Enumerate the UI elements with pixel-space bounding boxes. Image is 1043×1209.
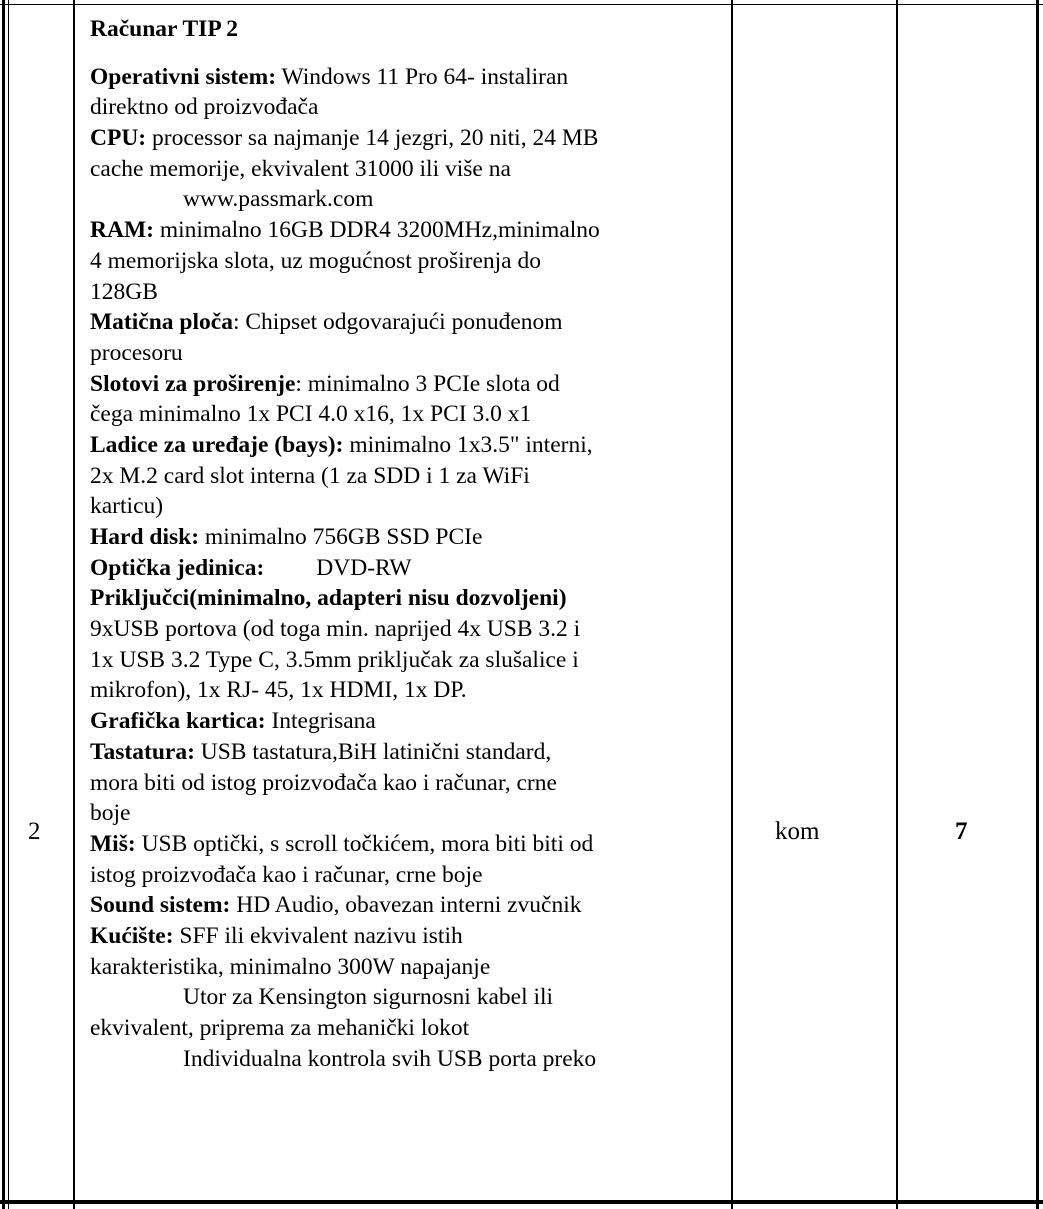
item-title: Računar TIP 2 bbox=[90, 16, 238, 42]
spec-line bbox=[90, 430, 720, 461]
spec-label: Grafička kartica: bbox=[90, 708, 266, 735]
table-border-left bbox=[2, 0, 5, 1209]
spec-text: mora biti od istog proizvođača kao i računar, crne bbox=[90, 769, 557, 796]
spec-text: karakteristika, minimalno 300W napajanje bbox=[90, 953, 491, 980]
spec-text: USB optički, s scroll točkićem, mora biti biti od bbox=[135, 830, 594, 857]
spec-text: USB tastatura,BiH latinični standard, bbox=[194, 738, 552, 765]
spec-line bbox=[90, 522, 720, 553]
spec-text: 9xUSB portova (od toga min. naprijed 4x USB 3.2 i bbox=[90, 616, 581, 643]
spec-text: SFF ili ekvivalent nazivu istih bbox=[173, 922, 463, 949]
spec-line bbox=[90, 675, 720, 706]
spec-line bbox=[90, 461, 720, 492]
spec-line bbox=[90, 645, 720, 676]
spec-line bbox=[90, 921, 720, 952]
spec-line bbox=[90, 1013, 720, 1044]
spec-label: Kućište: bbox=[90, 922, 174, 949]
spec-line bbox=[90, 706, 720, 737]
spec-text: HD Audio, obavezan interni zvučnik bbox=[230, 892, 582, 919]
spec-text: mikrofon), 1x RJ- 45, 1x HDMI, 1x DP. bbox=[90, 677, 467, 704]
column-divider-2 bbox=[731, 0, 733, 1209]
spec-line bbox=[90, 92, 720, 123]
spec-text: : minimalno 3 PCIe slota od bbox=[295, 370, 560, 397]
spec-lines bbox=[90, 62, 720, 1075]
spec-text: 128GB bbox=[90, 278, 158, 305]
quantity-cell: 7 bbox=[955, 818, 968, 845]
spec-line bbox=[90, 768, 720, 799]
spec-label: Optička jedinica: bbox=[90, 554, 265, 581]
spec-label: Sound sistem: bbox=[90, 892, 231, 919]
table-border-bottom bbox=[0, 1200, 1043, 1204]
column-divider-3 bbox=[896, 0, 898, 1209]
unit-cell: kom bbox=[775, 818, 820, 845]
spec-line bbox=[90, 1044, 720, 1075]
spec-line bbox=[90, 553, 720, 584]
spec-text: direktno od proizvođača bbox=[90, 94, 319, 121]
spec-line bbox=[90, 860, 720, 891]
spec-line bbox=[90, 123, 720, 154]
spec-line bbox=[90, 737, 720, 768]
spec-line bbox=[90, 62, 720, 93]
spec-line bbox=[90, 215, 720, 246]
row-number: 2 bbox=[28, 818, 41, 845]
spec-label: Operativni sistem: bbox=[90, 63, 277, 90]
description-cell bbox=[90, 14, 720, 1074]
spec-label: Hard disk: bbox=[90, 524, 200, 550]
spec-line bbox=[90, 154, 720, 185]
spec-line bbox=[90, 307, 720, 338]
spec-text: 4 memorijska slota, uz mogućnost proširenja do bbox=[90, 247, 541, 274]
spec-text: Integrisana bbox=[265, 708, 376, 735]
spec-label: Matična ploča bbox=[90, 309, 233, 336]
spec-text: minimalno 1x3.5" interni, bbox=[343, 431, 593, 458]
spec-label: Ladice za uređaje (bays): bbox=[90, 431, 344, 458]
table-border-right bbox=[1036, 0, 1039, 1209]
spec-line bbox=[90, 338, 720, 369]
spec-text: ekvivalent, priprema za mehanički lokot bbox=[90, 1015, 470, 1041]
spec-line bbox=[90, 491, 720, 522]
spec-text: 2x M.2 card slot interna (1 za SDD i 1 za WiFi bbox=[90, 462, 530, 489]
spec-label: Priključci(minimalno, adapteri nisu dozvoljeni) bbox=[90, 585, 567, 612]
spec-text: : Chipset odgovarajući ponuđenom bbox=[232, 309, 563, 336]
spec-text: čega minimalno 1x PCI 4.0 x16, 1x PCI 3.0 x1 bbox=[90, 401, 532, 428]
spec-line bbox=[90, 399, 720, 430]
spec-line bbox=[90, 982, 720, 1013]
spec-line bbox=[90, 246, 720, 277]
spec-label: Miš: bbox=[90, 830, 136, 857]
spec-text: procesoru bbox=[90, 339, 183, 366]
spec-line bbox=[90, 583, 720, 614]
spec-text: Utor za Kensington sigurnosni kabel ili bbox=[183, 984, 554, 1011]
spec-text: www.passmark.com bbox=[183, 186, 374, 213]
spec-line bbox=[90, 614, 720, 645]
spec-text: karticu) bbox=[90, 493, 164, 520]
spec-text: Windows 11 Pro 64- instaliran bbox=[276, 63, 569, 90]
spec-line bbox=[90, 829, 720, 860]
spec-text: cache memorije, ekvivalent 31000 ili više na bbox=[90, 155, 511, 182]
spec-label: Slotovi za proširenje bbox=[90, 370, 296, 397]
spec-line bbox=[90, 277, 720, 308]
spec-text: 1x USB 3.2 Type C, 3.5mm priključak za slušalice i bbox=[90, 646, 579, 673]
table-border-left-inner bbox=[8, 0, 9, 1209]
spec-line bbox=[90, 369, 720, 400]
spec-text: minimalno 756GB SSD PCIe bbox=[199, 524, 483, 550]
spec-label: CPU: bbox=[90, 125, 147, 152]
spec-label: Tastatura: bbox=[90, 738, 195, 765]
spec-line bbox=[90, 798, 720, 829]
spec-line bbox=[90, 184, 720, 215]
spec-text: boje bbox=[90, 800, 131, 827]
spec-text: Individualna kontrola svih USB porta preko bbox=[183, 1045, 597, 1072]
table-border-top bbox=[0, 4, 1043, 5]
spec-line bbox=[90, 890, 720, 921]
spec-line bbox=[90, 952, 720, 983]
spec-text: processor sa najmanje 14 jezgri, 20 niti, 24 MB bbox=[146, 125, 599, 152]
spec-text: istog proizvođača kao i računar, crne boje bbox=[90, 861, 483, 888]
spec-label: RAM: bbox=[90, 217, 154, 244]
spec-text: minimalno 16GB DDR4 3200MHz,minimalno bbox=[153, 217, 600, 244]
spec-text: DVD-RW bbox=[316, 554, 412, 581]
column-divider-1 bbox=[73, 0, 75, 1209]
